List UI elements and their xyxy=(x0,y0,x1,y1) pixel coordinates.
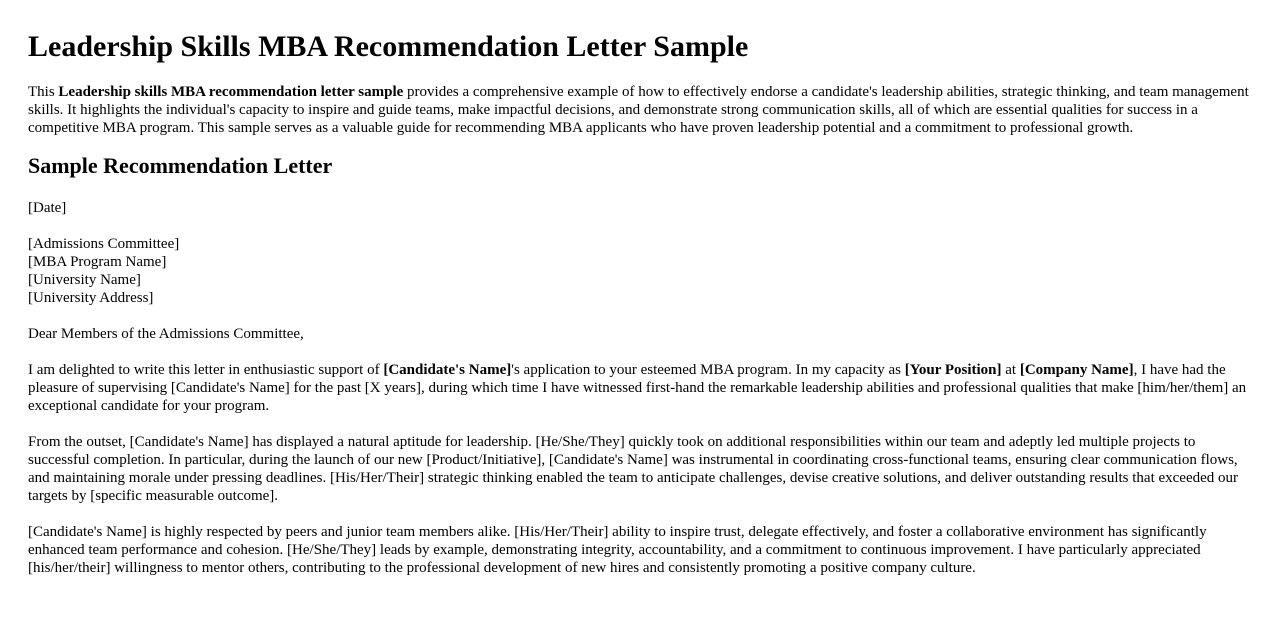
p1-text-a: I am delighted to write this letter in enthusiastic support of xyxy=(28,362,384,378)
page-title: Leadership Skills MBA Recommendation Letter Sample xyxy=(28,30,749,63)
address-line: [University Address] xyxy=(28,290,154,306)
p1-text-d: at xyxy=(1001,362,1020,378)
letter-date: [Date] xyxy=(28,200,67,216)
intro-paragraph xyxy=(28,83,1250,137)
p1-candidate-name: [Candidate's Name] xyxy=(383,362,512,378)
intro-text: provides a comprehensive example of how to effectively endorse a candidate's leadership abilities, strategic thinking, and team management skills. It highlights the individual's capacity to inspire and guide teams, make impactful decisions, and demonstrate strong communication skills, all of which are essential qualities for success in a competitive MBA program. This sample serves as a valuable guide for recommending MBA applicants who have proven leadership potential and a commitment to professional growth. xyxy=(28,84,1249,136)
address-line: [University Name] xyxy=(28,272,141,288)
intro-prefix: This xyxy=(28,84,59,100)
address-line: [MBA Program Name] xyxy=(28,254,167,270)
intro-bold-phrase: Leadership skills MBA recommendation letter sample xyxy=(58,84,404,100)
p1-position: [Your Position] xyxy=(904,362,1002,378)
section-heading: Sample Recommendation Letter xyxy=(28,153,333,178)
p1-text-e: , I have had the pleasure of supervising [Candidate's Name] for the past [X years], during which time I have witnessed first-hand the remarkable leadership abilities and professional qualities that make [him/her/them] an exceptional candidate for your program. xyxy=(28,362,1247,414)
letter-paragraph-1 xyxy=(28,361,1250,415)
letter-salutation: Dear Members of the Admissions Committee, xyxy=(28,326,304,342)
p1-company: [Company Name] xyxy=(1019,362,1134,378)
letter-paragraph-3: [Candidate's Name] is highly respected by peers and junior team members alike. [His/Her/Their] ability to inspire trust, delegate effectively, and foster a collaborative environment has significantly enhanced team performance and cohesion. [He/She/They] leads by example, demonstrating integrity, accountability, and a commitment to continuous improvement. I have particularly appreciated [his/her/their] willingness to mentor others, contributing to the professional development of new hires and consistently promoting a positive company culture. xyxy=(28,524,1207,576)
address-line: [Admissions Committee] xyxy=(28,236,180,252)
p1-text-c: 's application to your esteemed MBA program. In my capacity as xyxy=(511,362,905,378)
document-page xyxy=(0,30,1278,577)
letter-paragraph-2: From the outset, [Candidate's Name] has displayed a natural aptitude for leadership. [He/She/They] quickly took on additional responsibilities within our team and adeptly led multiple projects to successful completion. In particular, during the launch of our new [Product/Initiative], [Candidate's Name] was instrumental in coordinating cross-functional teams, ensuring clear communication flows, and maintaining morale under pressing deadlines. [His/Her/Their] strategic thinking enabled the team to anticipate challenges, devise creative solutions, and deliver outstanding results that exceeded our targets by [specific measurable outcome]. xyxy=(28,434,1239,504)
letter-address-block xyxy=(28,235,1250,307)
